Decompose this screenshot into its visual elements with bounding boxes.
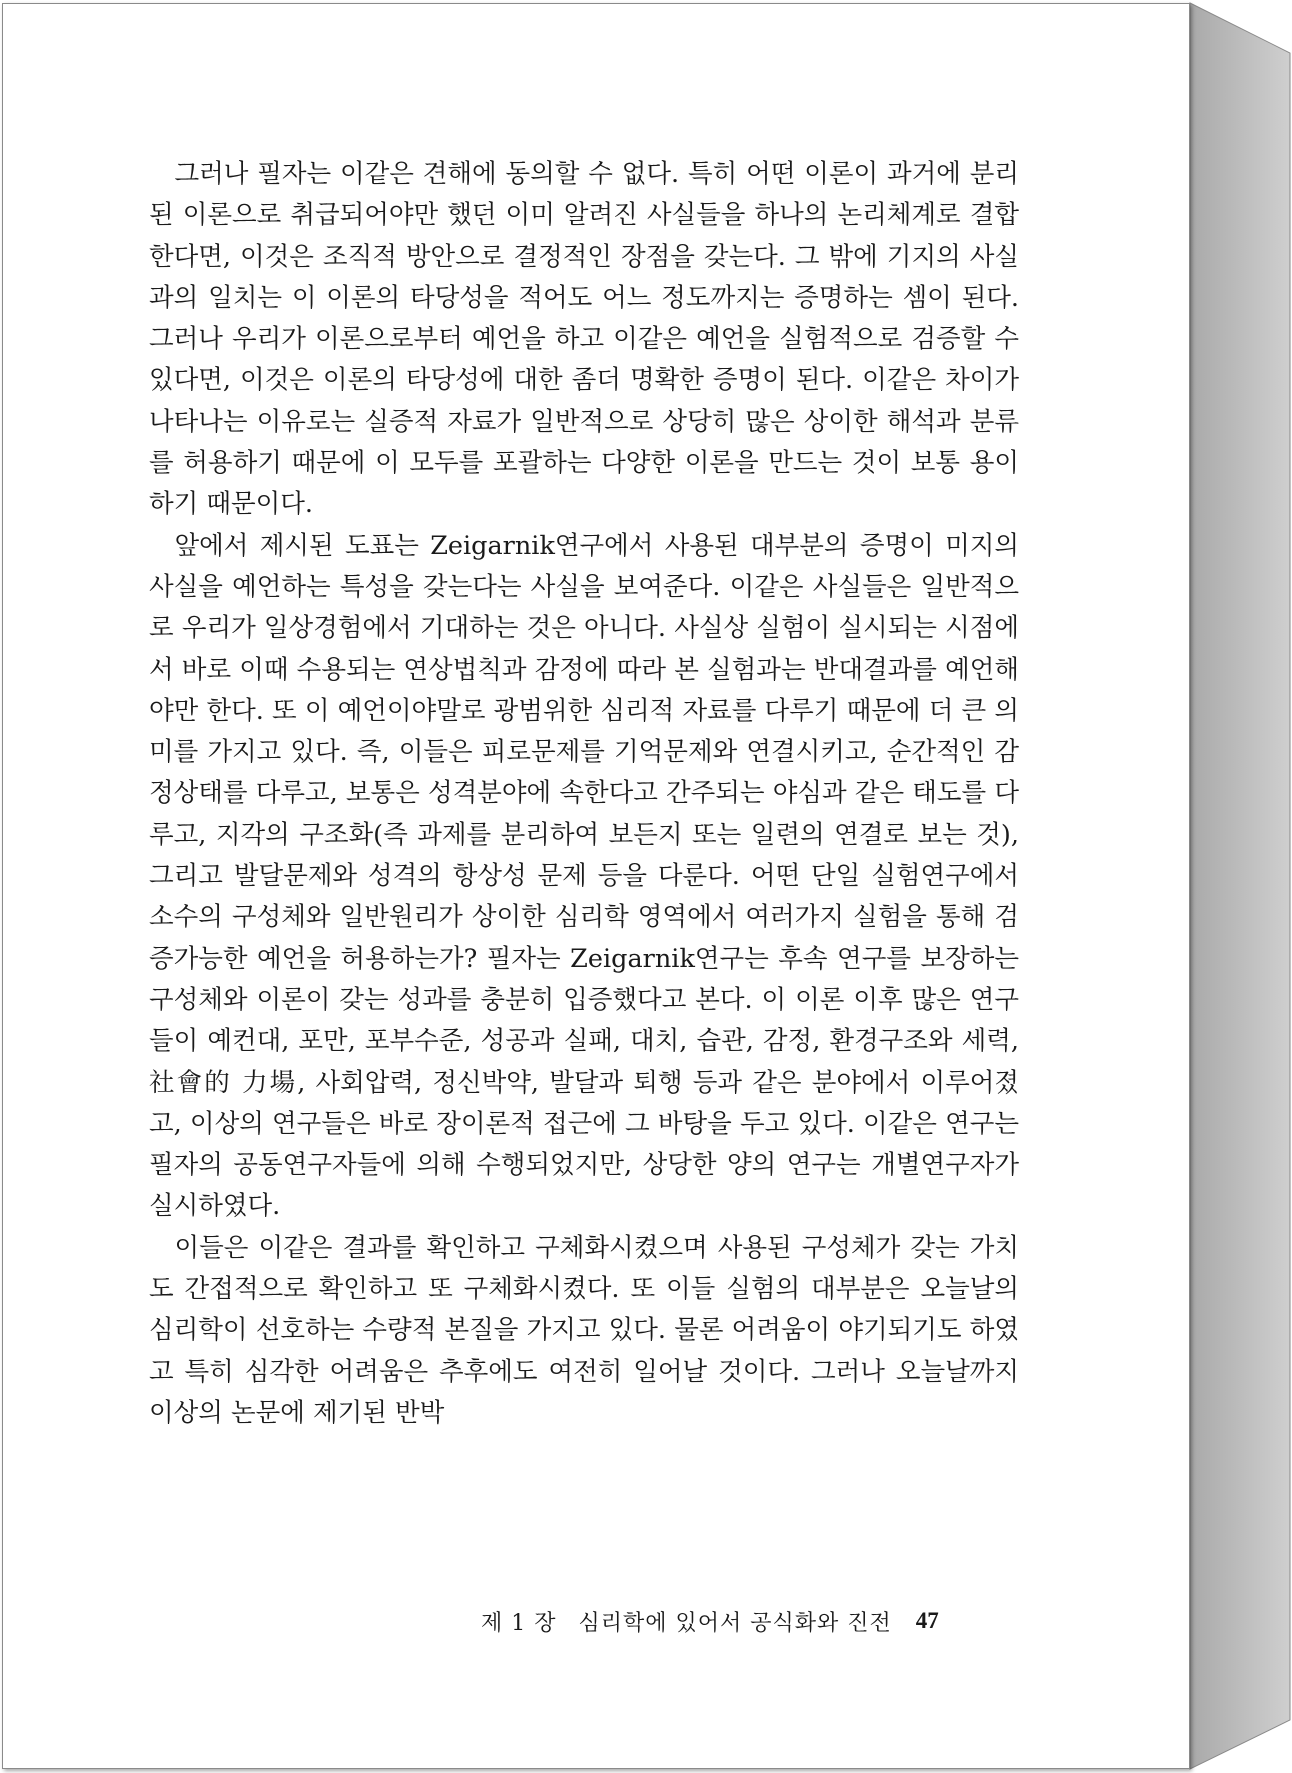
chapter-label: 제 1 장 (481, 1610, 557, 1636)
book-page (2, 3, 1190, 1769)
chapter-title: 심리학에 있어서 공식화와 진전 (578, 1610, 892, 1636)
paragraph-3: 이들은 이같은 결과를 확인하고 구체화시켰으며 사용된 구성체가 갖는 가치도 간접적으로 확인하고 또 구체화시켰다. 또 이들 실험의 대부분은 오늘날의 심리학이 선호하는 수량적 본질을 가지고 있다. 물론 어려움이 야기되기도 하였고 특히 심각한 어려움은 추후에도 여전히 일어날 것이다. 그러나 오늘날까지 이상의 논문에 제기된 반박 (149, 1232, 1019, 1428)
page-footer (481, 1601, 1021, 1641)
paragraph-2: 앞에서 제시된 도표는 Zeigarnik연구에서 사용된 대부분의 증명이 미지의 사실을 예언하는 특성을 갖는다는 사실을 보여준다. 이같은 사실들은 일반적으로 우리가 일상경험에서 기대하는 것은 아니다. 사실상 실험이 실시되는 시점에서 바로 이때 수용되는 연상법칙과 감정에 따라 본 실험과는 반대결과를 예언해야만 한다. 또 이 예언이야말로 광범위한 심리적 자료를 다루기 때문에 더 큰 의미를 가지고 있다. 즉, 이들은 피로문제를 기억문제와 연결시키고, 순간적인 감정상태를 다루고, 보통은 성격분야에 속한다고 간주되는 야심과 같은 태도를 다루고, 지각의 구조화(즉 과제를 분리하여 보든지 또는 일련의 연결로 보는 것), 그리고 발달문제와 성격의 항상성 문제 등을 다룬다. 어떤 단일 실험연구에서 소수의 구성체와 일반원리가 상이한 심리학 영역에서 여러가지 실험을 통해 검증가능한 예언을 허용하는가? 필자는 Zeigarnik연구는 후속 연구를 보장하는 구성체와 이론이 갖는 성과를 충분히 입증했다고 본다. 이 이론 이후 많은 연구들이 예컨대, 포만, 포부수준, 성공과 실패, 대치, 습관, 감정, 환경구조와 세력, 社會的 力場, 사회압력, 정신박약, 발달과 퇴행 등과 같은 분야에서 이루어졌고, 이상의 연구들은 바로 장이론적 접근에 그 바탕을 두고 있다. 이같은 연구는 필자의 공동연구자들에 의해 수행되었지만, 상당한 양의 연구는 개별연구자가 실시하였다. (149, 530, 1019, 1222)
body-text (149, 154, 1019, 1434)
paragraph-1: 그러나 필자는 이같은 견해에 동의할 수 없다. 특히 어떤 이론이 과거에 분리된 이론으로 취급되어야만 했던 이미 알려진 사실들을 하나의 논리체계로 결합한다면, 이것은 조직적 방안으로 결정적인 장점을 갖는다. 그 밖에 기지의 사실과의 일치는 이 이론의 타당성을 적어도 어느 정도까지는 증명하는 셈이 된다. 그러나 우리가 이론으로부터 예언을 하고 이같은 예언을 실험적으로 검증할 수 있다면, 이것은 이론의 타당성에 대한 좀더 명확한 증명이 된다. 이같은 차이가 나타나는 이유로는 실증적 자료가 일반적으로 상당히 많은 상이한 해석과 분류를 허용하기 때문에 이 모두를 포괄하는 다양한 이론을 만드는 것이 보통 용이하기 때문이다. (149, 159, 1019, 520)
page-number: 47 (915, 1608, 939, 1633)
